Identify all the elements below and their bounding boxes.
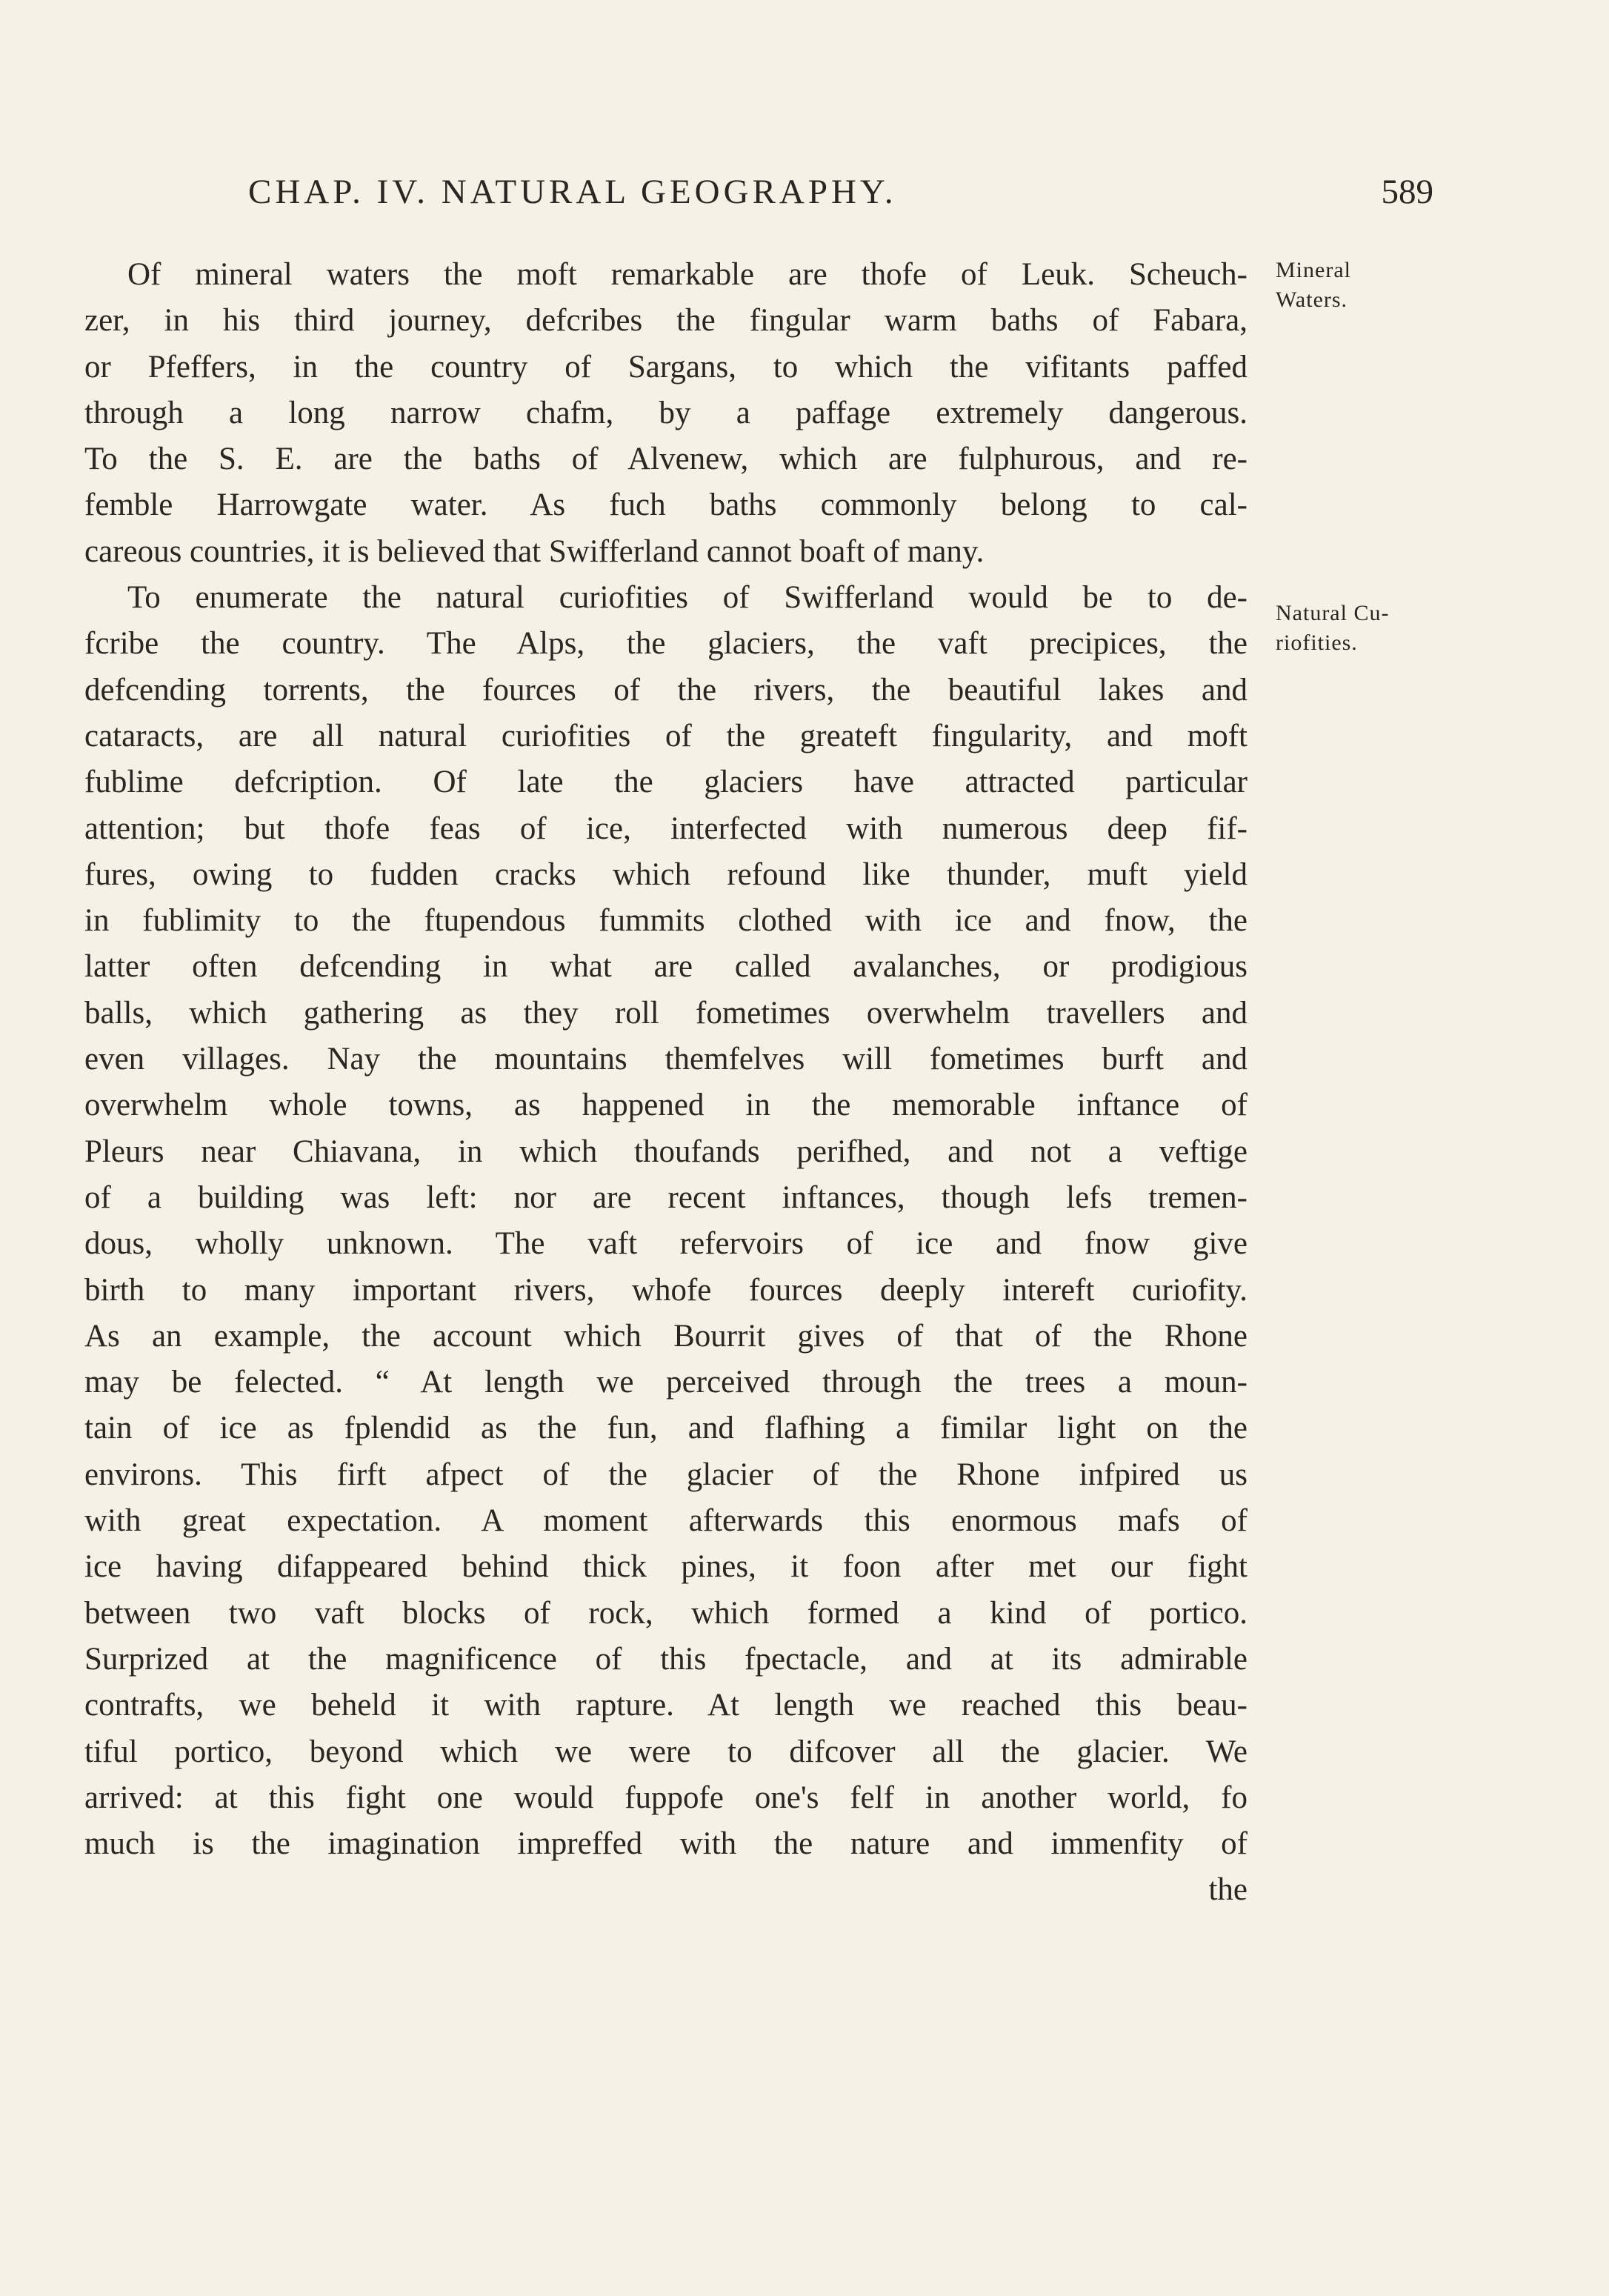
text-line: tiful portico, beyond which we were to difcover all the glacier. We — [84, 1734, 1247, 1769]
text-line: fures, owing to fudden cracks which refound like thunder, muft yield — [84, 856, 1247, 892]
text-line: attention; but thofe feas of ice, interfected with numerous deep fif- — [84, 811, 1247, 846]
catchword: the — [1208, 1872, 1247, 1908]
text-line: may be felected. “ At length we perceived through the trees a moun- — [84, 1365, 1247, 1400]
text-line: contrafts, we beheld it with rapture. At length we reached this beau- — [84, 1688, 1247, 1723]
text-line: even villages. Nay the mountains themfelves will fometimes burft and — [84, 1042, 1247, 1077]
marginal-note-line: Waters. — [1276, 287, 1348, 312]
text-line: ice having difappeared behind thick pines, it foon after met our fight — [84, 1549, 1247, 1585]
text-line: defcending torrents, the fources of the rivers, the beautiful lakes and — [84, 672, 1247, 708]
text-line: tain of ice as fplendid as the fun, and flafhing a fimilar light on the — [84, 1411, 1247, 1446]
text-line: between two vaft blocks of rock, which formed a kind of portico. — [84, 1595, 1247, 1631]
marginal-note-line: Natural Cu- — [1276, 601, 1390, 625]
text-line: balls, which gathering as they roll fometimes overwhelm travellers and — [84, 995, 1247, 1031]
text-line: with great expectation. A moment afterwards this enormous mafs of — [84, 1503, 1247, 1539]
text-line: fcribe the country. The Alps, the glaciers, the vaft precipices, the — [84, 626, 1247, 662]
text-line: To enumerate the natural curiofities of Swifferland would be to de- — [127, 580, 1247, 616]
text-line: arrived: at this fight one would fuppofe one's felf in another world, fo — [84, 1780, 1247, 1815]
text-line: dous, wholly unknown. The vaft refervoirs of ice and fnow give — [84, 1226, 1247, 1262]
text-line: overwhelm whole towns, as happened in the memorable inftance of — [84, 1088, 1247, 1123]
text-line: careous countries, it is believed that Swifferland cannot boaft of many. — [84, 533, 985, 569]
text-line: latter often defcending in what are called avalanches, or prodigious — [84, 949, 1247, 985]
text-line: of a building was left: nor are recent inftances, though lefs tremen- — [84, 1179, 1247, 1215]
text-line: Of mineral waters the moft remarkable are thofe of Leuk. Scheuch- — [127, 257, 1247, 292]
text-line: much is the imagination impreffed with the nature and immenfity of — [84, 1826, 1247, 1862]
marginal-note-mineral-waters — [1276, 256, 1351, 315]
text-line: zer, in his third journey, defcribes the fingular warm baths of Fabara, — [84, 303, 1247, 339]
text-line: cataracts, are all natural curiofities of the greateft fingularity, and moft — [84, 718, 1247, 753]
marginal-note-line: riofities. — [1276, 630, 1358, 655]
page-number: 589 — [1381, 173, 1433, 211]
running-title: CHAP. IV. NATURAL GEOGRAPHY. — [248, 173, 897, 211]
body-text — [84, 252, 1247, 1914]
text-line: Pleurs near Chiavana, in which thoufands perifhed, and not a veftige — [84, 1134, 1247, 1169]
text-line: birth to many important rivers, whofe fources deeply intereft curiofity. — [84, 1272, 1247, 1308]
text-line: through a long narrow chafm, by a paffage extremely dangerous. — [84, 395, 1247, 430]
text-line: or Pfeffers, in the country of Sargans, to which the vifitants paffed — [84, 349, 1247, 385]
text-line: in fublimity to the ftupendous fummits clothed with ice and fnow, the — [84, 903, 1247, 939]
text-line: fublime defcription. Of late the glaciers have attracted particular — [84, 765, 1247, 800]
text-line: Surprized at the magnificence of this fpectacle, and at its admirable — [84, 1641, 1247, 1677]
text-line: environs. This firft afpect of the glacier of the Rhone infpired us — [84, 1457, 1247, 1492]
marginal-note-line: Mineral — [1276, 258, 1351, 282]
page-header — [248, 172, 1433, 224]
text-line: To the S. E. are the baths of Alvenew, which are fulphurous, and re- — [84, 442, 1247, 477]
text-line: femble Harrowgate water. As fuch baths commonly belong to cal- — [84, 488, 1247, 523]
text-line: As an example, the account which Bourrit gives of that of the Rhone — [84, 1318, 1247, 1354]
marginal-note-natural-curiosities — [1276, 599, 1389, 658]
